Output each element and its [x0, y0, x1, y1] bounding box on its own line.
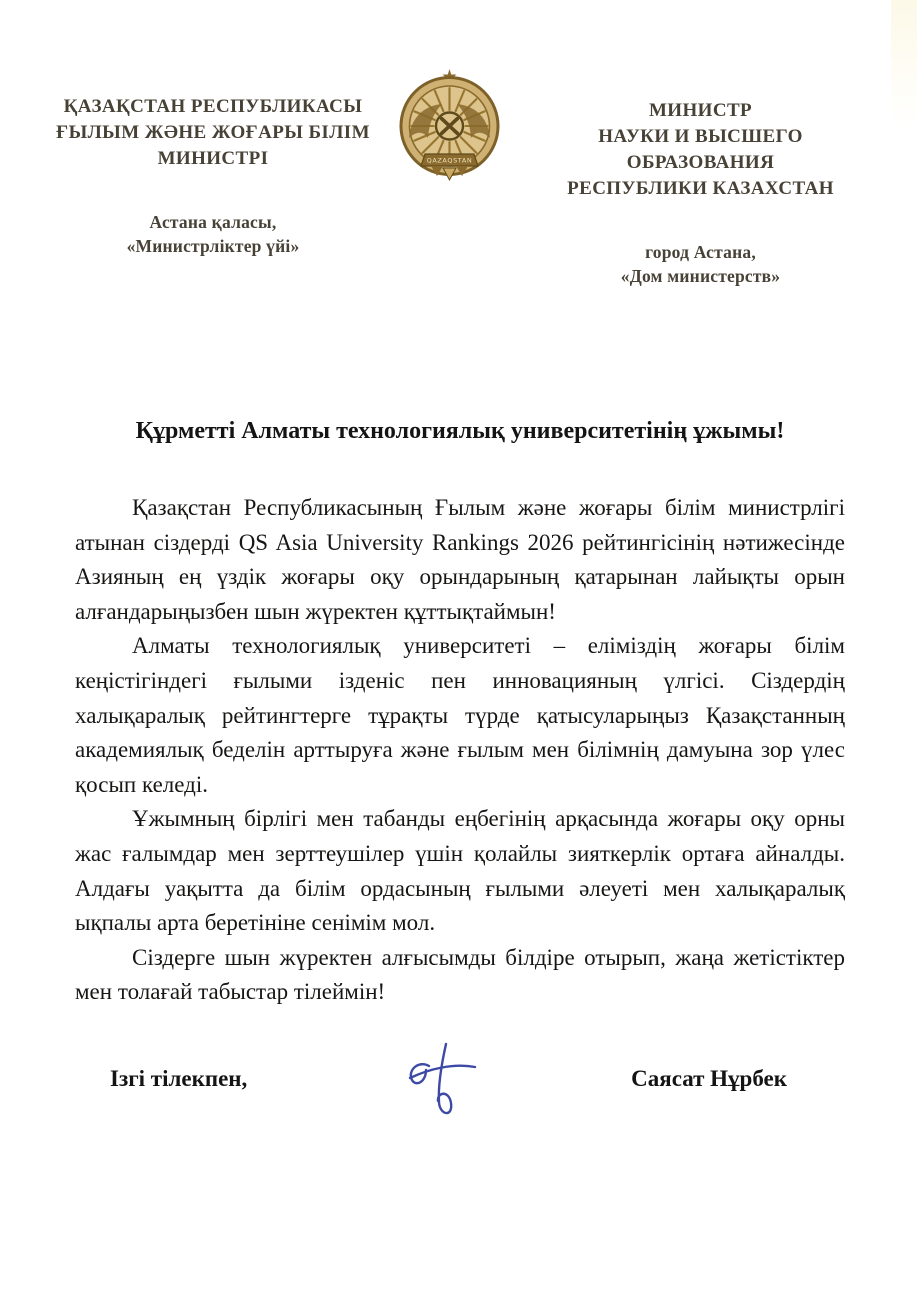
location-ru-line-1: город Астана, — [645, 242, 756, 262]
signature-block — [75, 1054, 845, 1124]
location-russian — [524, 240, 877, 288]
location-ru-line-2: «Дом министерств» — [620, 266, 781, 286]
handwritten-signature-icon — [393, 1036, 485, 1124]
letter-body — [0, 418, 917, 1124]
ministry-kk-line-1: ҚАЗАҚСТАН РЕСПУБЛИКАСЫ — [63, 96, 363, 117]
closing-phrase: Ізгі тілекпен, — [110, 1065, 248, 1091]
paragraph-2: Алматы технологиялық университеті – еліміздің жоғары білім кеңістігіндегі ғылыми ізденіс пен инновацияның үлгісі. Сіздердің халықаралық рейтингтерге тұрақты түрде қатысуларыңыз Қазақстанның академиялық беделін арттыруға және ғылым мен білімнің дамуына зор үлес қосып келеді. — [75, 633, 845, 797]
location-kk-line-2: «Министрліктер үйі» — [126, 236, 300, 256]
paragraph-4: Сіздерге шын жүректен алғысымды білдіре отырып, жаңа жетістіктер мен толағай табыстар тілеймін! — [75, 944, 845, 1005]
ministry-kk-line-3: МИНИСТРІ — [157, 148, 269, 169]
ministry-ru-line-3: РЕСПУБЛИКИ КАЗАХСТАН — [567, 178, 834, 199]
kazakhstan-coat-of-arms-icon — [397, 66, 502, 183]
paragraph-3: Ұжымның бірлігі мен табанды еңбегінің арқасында жоғары оқу орны жас ғалымдар мен зерттеушілер үшін қолайлы зияткерлік ортаға айналды. Алдағы уақытта да білім ордасының ғылыми әлеуеті мен халықаралық ықпалы арта беретініне сенімім мол. — [75, 806, 845, 936]
signer-name: Саясат Нұрбек — [631, 1065, 787, 1091]
letterhead-russian-column — [524, 66, 877, 288]
emblem-ribbon-text: QAZAQSTAN — [426, 156, 472, 165]
ministry-ru-line-1: МИНИСТР — [648, 100, 753, 121]
signature-ink — [247, 1036, 631, 1124]
ministry-kk-line-2: ҒЫЛЫМ ЖӘНЕ ЖОҒАРЫ БІЛІМ — [56, 122, 370, 143]
paragraph-1: Қазақстан Республикасының Ғылым және жоғары білім министрлігі атынан сіздерді QS Asia University Rankings 2026 рейтингісінің нәтижесінде Азияның ең үздік жоғары оқу орындарының қатарынан лайықты орын алғандарыңызбен шын жүректен құттықтаймын! — [75, 495, 845, 624]
ministry-ru-line-2: НАУКИ И ВЫСШЕГО ОБРАЗОВАНИЯ — [598, 126, 803, 173]
salutation: Құрметті Алматы технологиялық университетінің ұжымы! — [135, 418, 785, 444]
ministry-name-russian — [524, 98, 877, 202]
ministry-name-kazakh — [52, 94, 374, 172]
letterhead — [0, 0, 917, 288]
letterhead-kazakh-column — [52, 66, 374, 258]
location-kazakh — [52, 210, 374, 258]
emblem-container — [374, 66, 524, 183]
location-kk-line-1: Астана қаласы, — [149, 212, 277, 232]
